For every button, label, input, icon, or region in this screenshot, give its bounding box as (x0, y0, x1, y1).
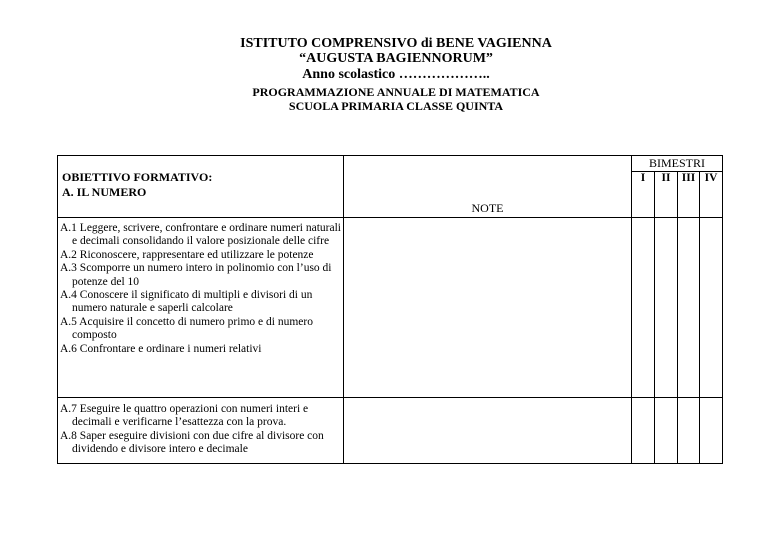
bimestre-ii-cell[interactable] (655, 218, 678, 398)
bimestre-iv-cell[interactable] (700, 398, 723, 464)
objective-item: A.1 Leggere, scrivere, confrontare e ordinare numeri naturali e decimali consolidando il valore posizionale delle cifre (60, 222, 341, 248)
objective-label: OBIETTIVO FORMATIVO: (62, 170, 213, 184)
objective-item: A.3 Scomporre un numero intero in polinomio con l’uso di potenze del 10 (60, 262, 332, 288)
bimestre-i-header: I (632, 172, 655, 218)
bimestre-iv-cell[interactable] (700, 218, 723, 398)
bimestre-iii-header: III (678, 172, 700, 218)
bimestre-iii-cell[interactable] (678, 218, 700, 398)
objective-item: A.4 Conoscere il significato di multipli e divisori di un numero naturale e saperli calcolare (60, 289, 313, 315)
objective-title: A. IL NUMERO (62, 185, 147, 199)
bimestre-ii-header: II (655, 172, 678, 218)
objectives-group-2 (58, 398, 344, 464)
notes-header: NOTE (344, 156, 632, 218)
objective-item: A.6 Confrontare e ordinare i numeri relativi (60, 342, 262, 355)
objective-item: A.7 Eseguire le quattro operazioni con numeri interi e decimali e verificarne l’esattezza con la prova. (60, 403, 309, 429)
objective-item: A.5 Acquisire il concetto di numero primo e di numero composto (60, 315, 313, 342)
bimestre-iii-cell[interactable] (678, 398, 700, 464)
bimestre-i-cell[interactable] (632, 398, 655, 464)
class-title: SCUOLA PRIMARIA CLASSE QUINTA (288, 99, 504, 113)
notes-cell[interactable] (344, 218, 632, 398)
notes-cell[interactable] (344, 398, 632, 464)
objective-item: A.8 Saper eseguire divisioni con due cifre al divisore con dividendo e divisore intero e decimale (60, 429, 324, 456)
objectives-group-1 (58, 218, 344, 398)
bimestre-ii-cell[interactable] (655, 398, 678, 464)
school-year: Anno scolastico ……………….. (302, 67, 490, 82)
program-title: PROGRAMMAZIONE ANNUALE DI MATEMATICA (252, 85, 540, 99)
programming-table (57, 155, 723, 464)
objective-item: A.2 Riconoscere, rappresentare ed utilizzare le potenze (60, 248, 314, 261)
school-subtitle: “AUGUSTA BAGIENNORUM” (299, 51, 493, 66)
school-name: ISTITUTO COMPRENSIVO di BENE VAGIENNA (240, 36, 552, 51)
bimestre-i-cell[interactable] (632, 218, 655, 398)
bimestre-iv-header: IV (700, 172, 723, 218)
bimestri-header: BIMESTRI (632, 156, 723, 172)
objective-header-cell (58, 156, 344, 218)
